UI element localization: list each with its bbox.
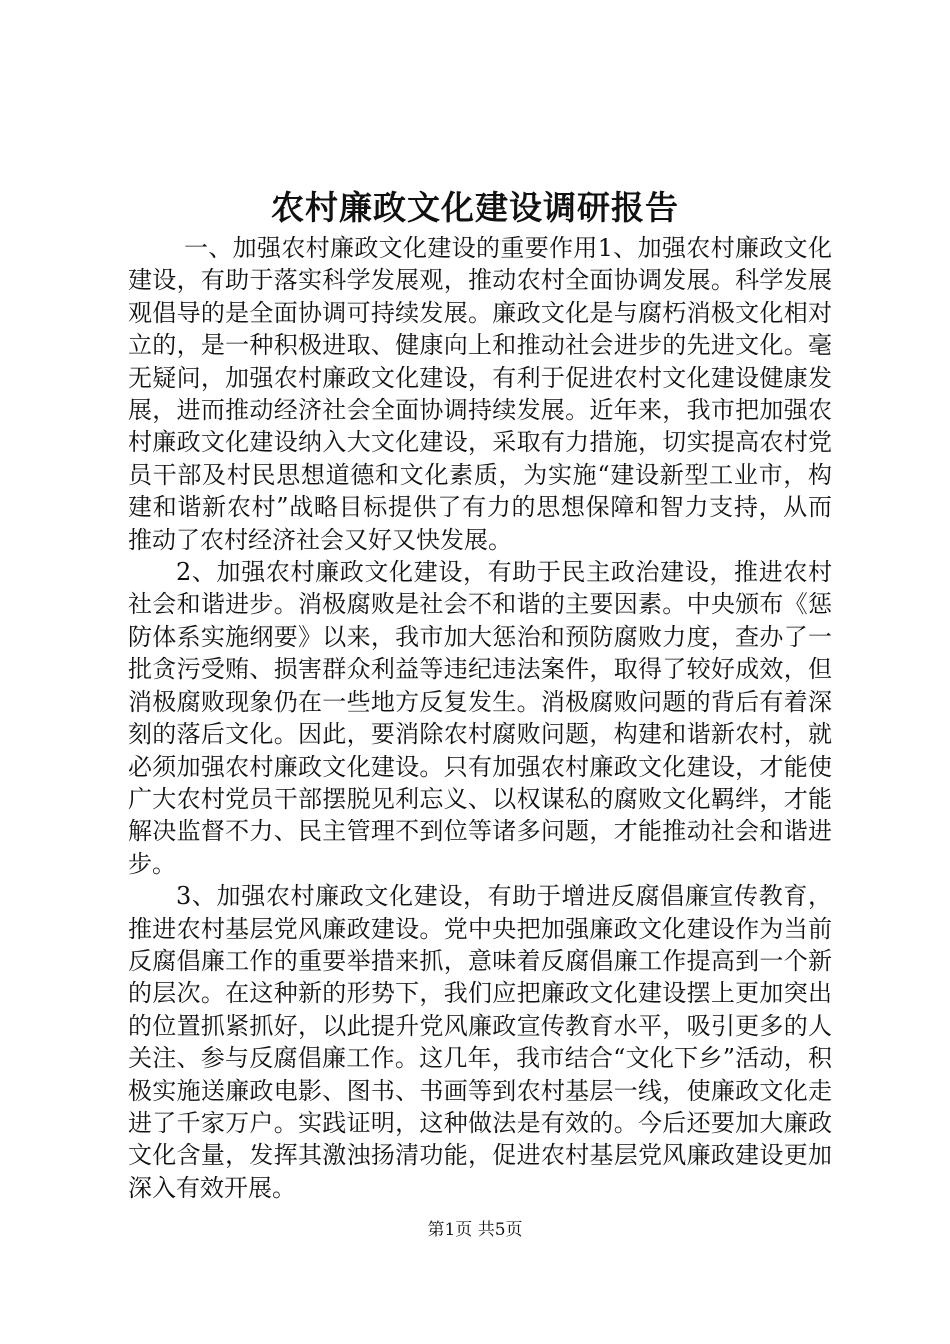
page-number-footer: 第1页 共5页 (427, 1220, 523, 1240)
paragraph-1: 一、加强农村廉政文化建设的重要作用1、加强农村廉政文化建设，有助于落实科学发展观，推动农村全面协调发展。科学发展观倡导的是全面协调可持续发展。廉政文化是与腐朽消极文化相对立的，是一种积极进取、健康向上和推动社会进步的先进文化。毫无疑问，加强农村廉政文化建设，有利于促进农村文化建设健康发展，进而推动经济社会全面协调持续发展。近年来，我市把加强农村廉政文化建设纳入大文化建设，采取有力措施，切实提高农村党员干部及村民思想道德和文化素质，为实施“建设新型工业市，构建和谐新农村”战略目标提供了有力的思想保障和智力支持，从而推动了农村经济社会又好又快发展。 (128, 234, 832, 554)
document-title: 农村廉政文化建设调研报告 (271, 188, 679, 227)
paragraph-3: 3、加强农村廉政文化建设，有助于增进反腐倡廉宣传教育，推进农村基层党风廉政建设。党中央把加强廉政文化建设作为当前反腐倡廉工作的重要举措来抓，意味着反腐倡廉工作提高到一个新的层次。在这种新的形势下，我们应把廉政文化建设摆上更加突出的位置抓紧抓好，以此提升党风廉政宣传教育水平，吸引更多的人关注、参与反腐倡廉工作。这几年，我市结合“文化下乡”活动，积极实施送廉政电影、图书、书画等到农村基层一线，使廉政文化走进了千家万户。实践证明，这种做法是有效的。今后还要加大廉政文化含量，发挥其激浊扬清功能，促进农村基层党风廉政建设更加深入有效开展。 (128, 882, 832, 1202)
paragraph-2: 2、加强农村廉政文化建设，有助于民主政治建设，推进农村社会和谐进步。消极腐败是社会不和谐的主要因素。中央颁布《惩防体系实施纲要》以来，我市加大惩治和预防腐败力度，查办了一批贪污受贿、损害群众利益等违纪违法案件，取得了较好成效，但消极腐败现象仍在一些地方反复发生。消极腐败问题的背后有着深刻的落后文化。因此，要消除农村腐败问题，构建和谐新农村，就必须加强农村廉政文化建设。只有加强农村廉政文化建设，才能使广大农村党员干部摆脱见利忘义、以权谋私的腐败文化羁绊，才能解决监督不力、民主管理不到位等诸多问题，才能推动社会和谐进步。 (128, 558, 832, 878)
document-body (128, 232, 832, 1204)
